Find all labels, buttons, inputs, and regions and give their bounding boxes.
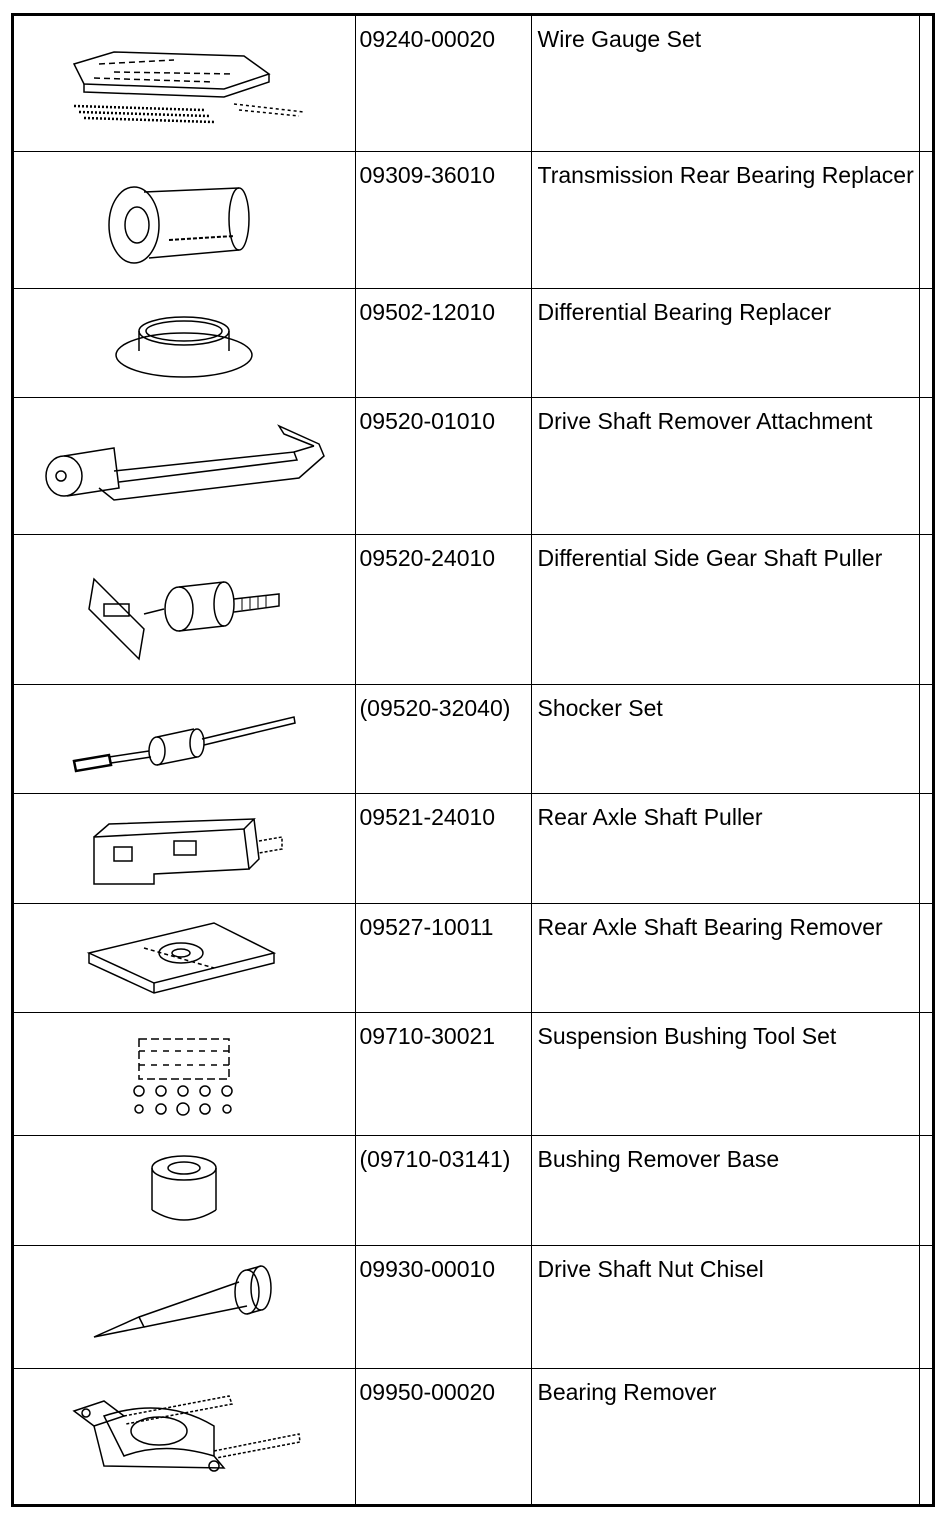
tool-name: Drive Shaft Nut Chisel	[531, 1245, 919, 1368]
table-row	[14, 398, 932, 535]
blank-cell	[919, 16, 932, 152]
ring-replacer-icon	[109, 303, 259, 383]
blank-cell	[919, 794, 932, 903]
part-number: (09710-03141)	[355, 1136, 531, 1245]
table-row	[14, 16, 932, 152]
axle-puller-icon	[84, 809, 284, 889]
blank-cell	[919, 398, 932, 535]
part-number: 09309-36010	[355, 152, 531, 289]
table-row	[14, 288, 932, 397]
tool-name: Differential Bearing Replacer	[531, 288, 919, 397]
bearing-remover-icon	[64, 1386, 304, 1486]
table-row	[14, 684, 932, 793]
blank-cell	[919, 1013, 932, 1136]
tool-table-frame	[11, 13, 935, 1507]
tool-illustration-cell	[14, 1368, 355, 1504]
tool-name: Bushing Remover Base	[531, 1136, 919, 1245]
tool-name: Drive Shaft Remover Attachment	[531, 398, 919, 535]
blank-cell	[919, 1136, 932, 1245]
part-number: 09520-01010	[355, 398, 531, 535]
tool-illustration-cell	[14, 903, 355, 1012]
slide-hammer-icon	[69, 699, 299, 779]
tool-name: Bearing Remover	[531, 1368, 919, 1504]
tool-illustration-cell	[14, 684, 355, 793]
part-number: 09710-30021	[355, 1013, 531, 1136]
part-number: 09527-10011	[355, 903, 531, 1012]
table-row	[14, 903, 932, 1012]
tool-name: Transmission Rear Bearing Replacer	[531, 152, 919, 289]
special-service-tools-table	[14, 16, 932, 1504]
tool-illustration-cell	[14, 1245, 355, 1368]
tool-name: Shocker Set	[531, 684, 919, 793]
tool-illustration-cell	[14, 1013, 355, 1136]
tool-name: Wire Gauge Set	[531, 16, 919, 152]
blank-cell	[919, 288, 932, 397]
part-number: (09520-32040)	[355, 684, 531, 793]
bushing-tool-set-icon	[119, 1029, 249, 1119]
part-number: 09930-00010	[355, 1245, 531, 1368]
tool-illustration-cell	[14, 288, 355, 397]
part-number: 09502-12010	[355, 288, 531, 397]
blank-cell	[919, 534, 932, 684]
tool-illustration-cell	[14, 794, 355, 903]
bearing-plate-icon	[84, 918, 284, 998]
part-number: 09950-00020	[355, 1368, 531, 1504]
tool-name: Rear Axle Shaft Puller	[531, 794, 919, 903]
blank-cell	[919, 152, 932, 289]
table-row	[14, 794, 932, 903]
tool-illustration-cell	[14, 398, 355, 535]
tool-name: Differential Side Gear Shaft Puller	[531, 534, 919, 684]
wire-gauge-set-icon	[54, 34, 314, 134]
part-number: 09520-24010	[355, 534, 531, 684]
shaft-puller-icon	[84, 554, 284, 664]
table-row	[14, 1368, 932, 1504]
blank-cell	[919, 1245, 932, 1368]
table-row	[14, 1245, 932, 1368]
table-row	[14, 1136, 932, 1245]
bushing-base-icon	[139, 1150, 229, 1230]
tool-illustration-cell	[14, 534, 355, 684]
table-row	[14, 1013, 932, 1136]
tool-illustration-cell	[14, 1136, 355, 1245]
part-number: 09521-24010	[355, 794, 531, 903]
blank-cell	[919, 1368, 932, 1504]
tool-name: Rear Axle Shaft Bearing Remover	[531, 903, 919, 1012]
blank-cell	[919, 684, 932, 793]
part-number: 09240-00020	[355, 16, 531, 152]
blank-cell	[919, 903, 932, 1012]
chisel-icon	[89, 1262, 279, 1352]
table-row	[14, 152, 932, 289]
tool-illustration-cell	[14, 16, 355, 152]
table-row	[14, 534, 932, 684]
bearing-replacer-icon	[99, 170, 269, 270]
tool-illustration-cell	[14, 152, 355, 289]
remover-attachment-icon	[39, 416, 329, 516]
tool-name: Suspension Bushing Tool Set	[531, 1013, 919, 1136]
